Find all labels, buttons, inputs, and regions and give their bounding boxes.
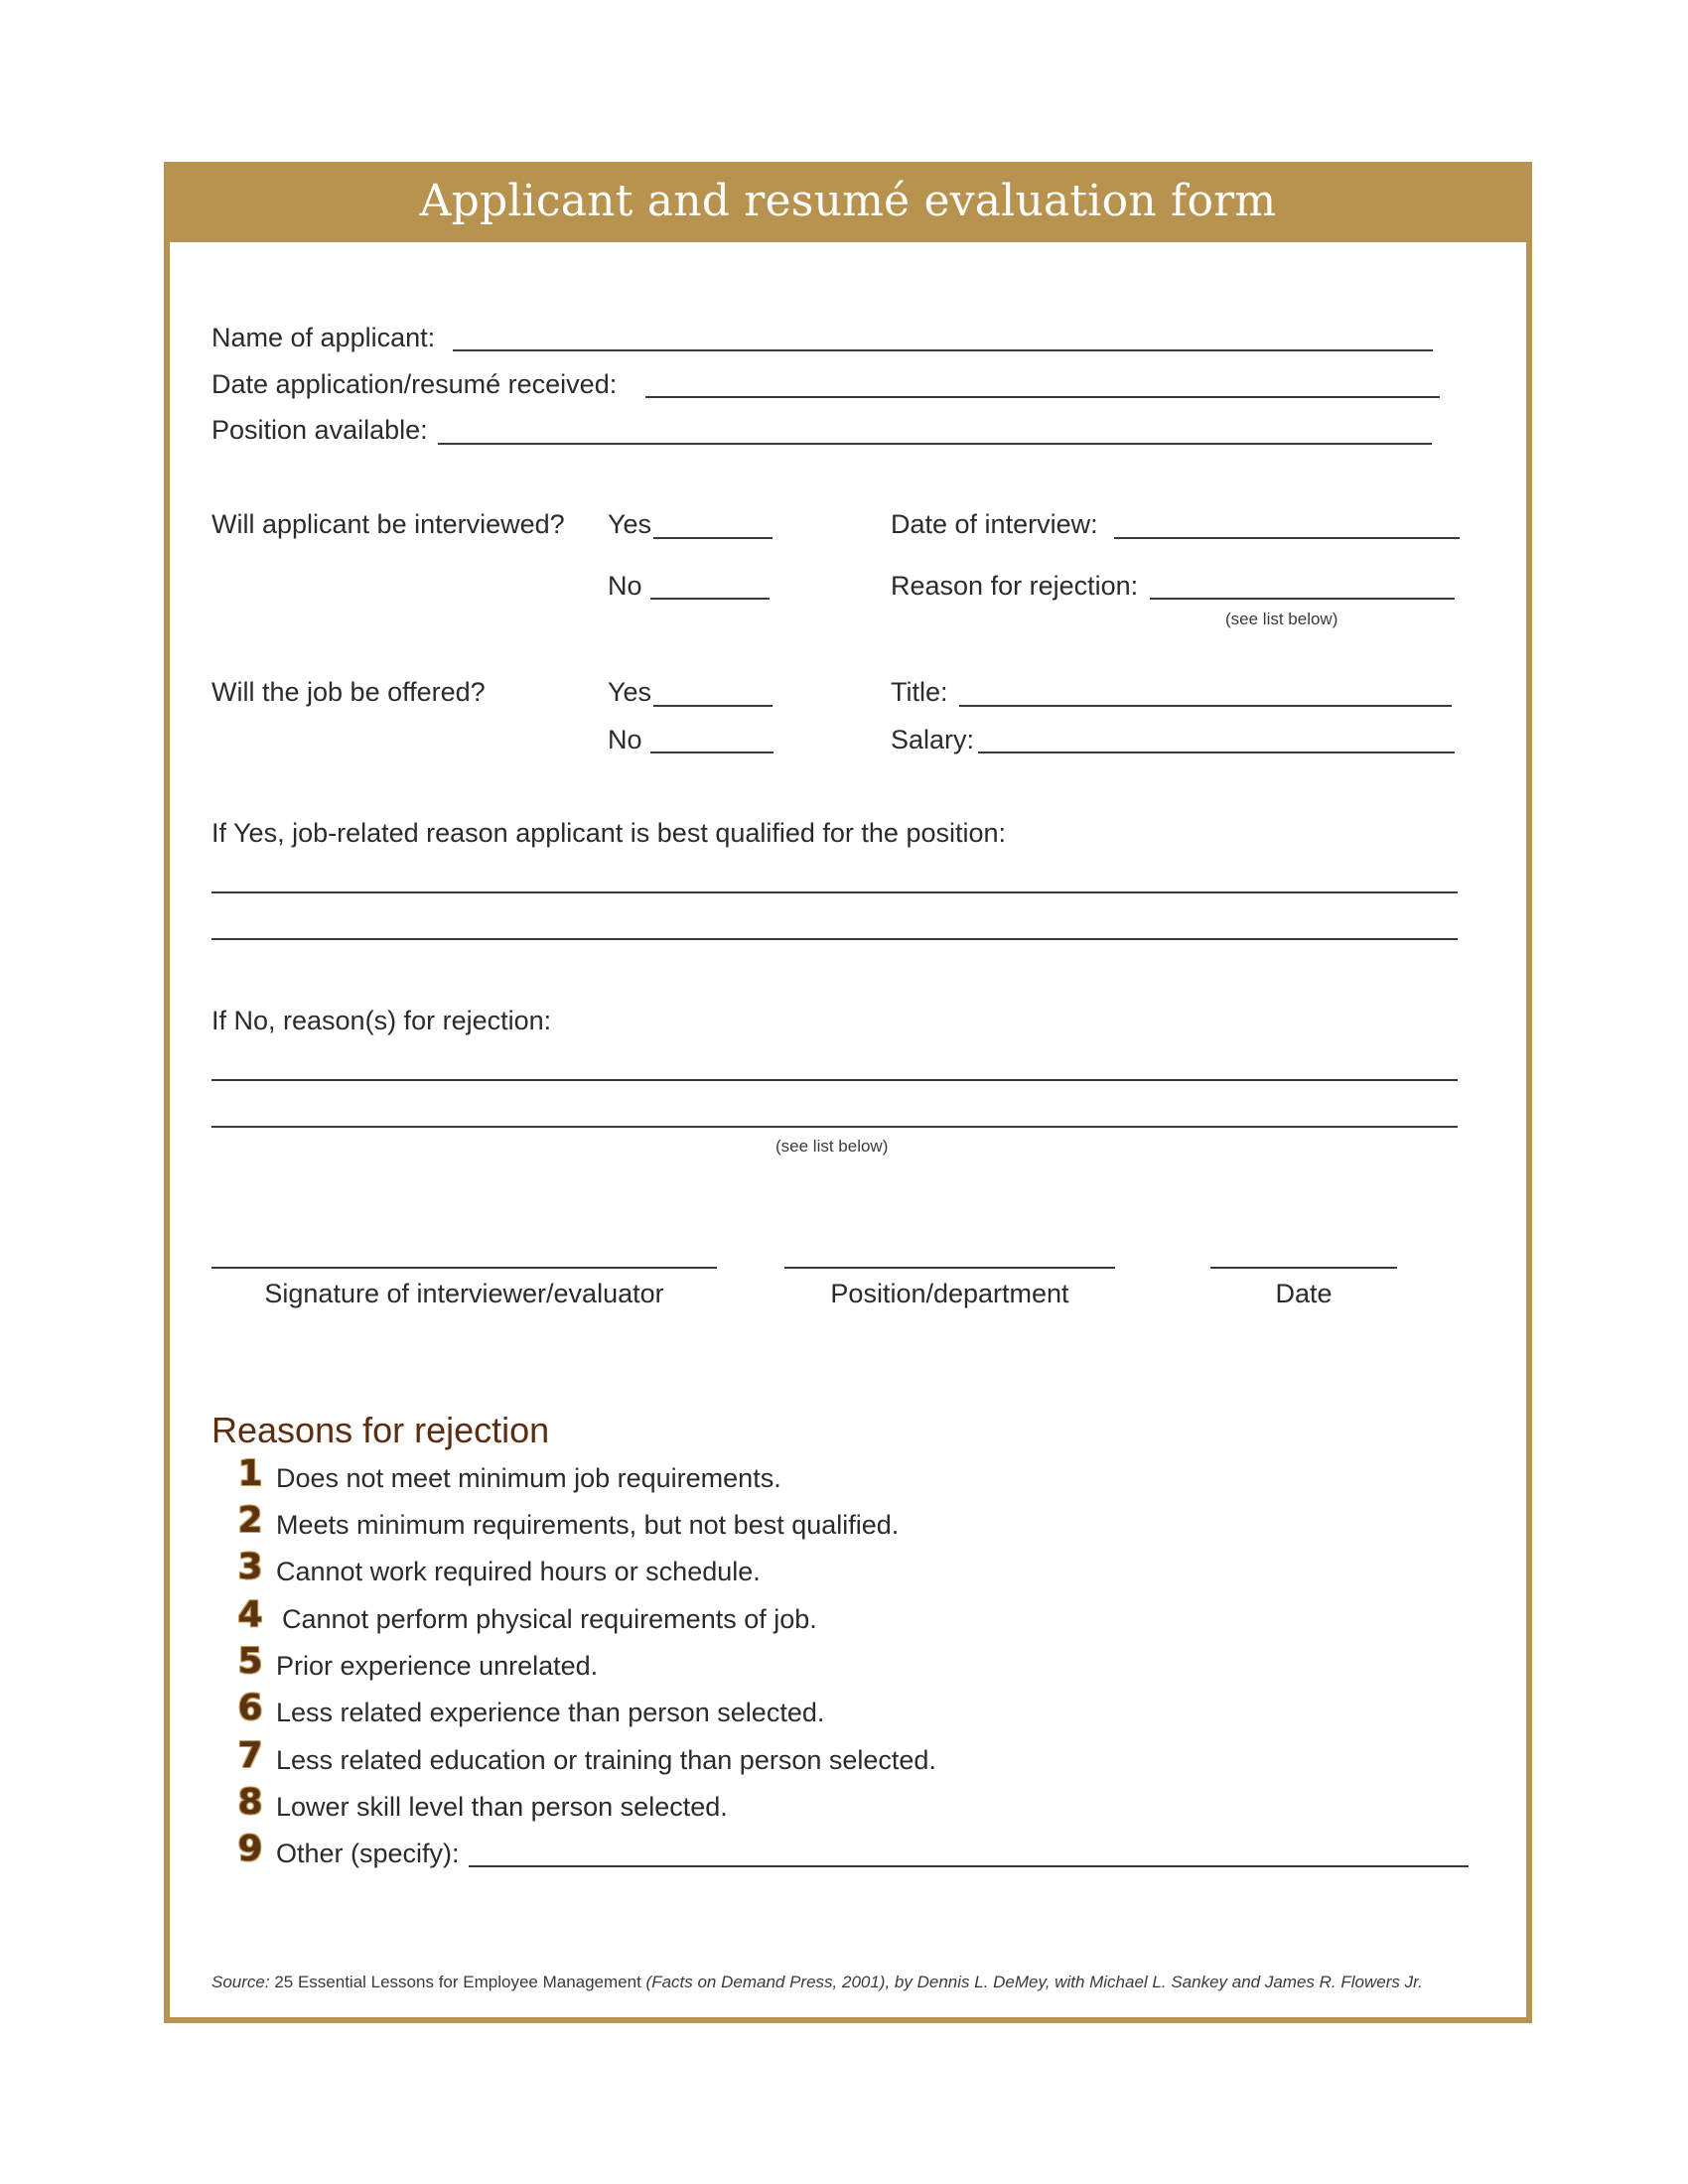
- signature-date-label: Date: [1275, 1279, 1333, 1308]
- interview-question: Will applicant be interviewed?: [211, 509, 565, 539]
- reason-number-4: 4: [237, 1594, 263, 1635]
- reason-number-3: 3: [237, 1547, 263, 1587]
- date-of-interview-label: Date of interview:: [891, 509, 1098, 539]
- signature-date-field[interactable]: [1210, 1267, 1397, 1269]
- position-department-label: Position/department: [830, 1279, 1069, 1308]
- reason-number-1: 1: [237, 1453, 263, 1494]
- offer-no-field[interactable]: [650, 751, 774, 753]
- reason-item-3: Cannot work required hours or schedule.: [276, 1557, 761, 1586]
- reason-item-7: Less related education or training than person selected.: [276, 1745, 936, 1775]
- signature-label: Signature of interviewer/evaluator: [264, 1279, 664, 1308]
- offer-question: Will the job be offered?: [211, 677, 486, 707]
- reason-number-9: 9: [237, 1829, 263, 1869]
- reason-item-2: Meets minimum requirements, but not best qualified.: [276, 1510, 900, 1540]
- offer-no-label: No: [608, 725, 642, 754]
- position-department-field[interactable]: [784, 1267, 1115, 1269]
- reasons-heading: Reasons for rejection: [211, 1410, 550, 1450]
- reason-for-rejection-field[interactable]: [1150, 598, 1455, 600]
- rejection-reasons-label: If No, reason(s) for rejection:: [211, 1006, 552, 1035]
- title-label: Title:: [891, 677, 948, 707]
- source-prefix: Source:: [211, 1973, 270, 1991]
- source-book: 25 Essential Lessons for Employee Management: [269, 1973, 646, 1991]
- rejection-line-1[interactable]: [211, 1079, 1458, 1081]
- salary-field[interactable]: [978, 751, 1455, 753]
- reason-item-6: Less related experience than person selected.: [276, 1698, 825, 1727]
- qualification-line-1[interactable]: [211, 891, 1458, 893]
- date-received-field[interactable]: [645, 396, 1440, 398]
- position-available-label: Position available:: [211, 415, 428, 445]
- reason-item-1: Does not meet minimum job requirements.: [276, 1463, 781, 1493]
- reason-number-6: 6: [237, 1688, 263, 1728]
- reason-item-4: Cannot perform physical requirements of job.: [282, 1604, 817, 1634]
- form-header: [164, 162, 1532, 242]
- name-of-applicant-label: Name of applicant:: [211, 323, 436, 352]
- date-of-interview-field[interactable]: [1114, 537, 1460, 539]
- salary-label: Salary:: [891, 725, 975, 754]
- reason-number-5: 5: [237, 1641, 263, 1682]
- interview-yes-field[interactable]: [653, 537, 773, 539]
- interview-no-label: No: [608, 571, 642, 601]
- interview-no-field[interactable]: [650, 598, 770, 600]
- rejection-line-2[interactable]: [211, 1126, 1458, 1128]
- offer-yes-label: Yes: [608, 677, 652, 707]
- reason-number-2: 2: [237, 1500, 263, 1541]
- date-received-label: Date application/resumé received:: [211, 369, 618, 399]
- reason-item-9: Other (specify):: [276, 1839, 460, 1868]
- form-title: Applicant and resumé evaluation form: [419, 176, 1277, 226]
- title-field[interactable]: [959, 705, 1452, 707]
- reason-number-8: 8: [237, 1782, 263, 1823]
- other-specify-field[interactable]: [469, 1865, 1469, 1867]
- interview-yes-label: Yes: [608, 509, 652, 539]
- name-of-applicant-field[interactable]: [453, 349, 1433, 351]
- reason-item-5: Prior experience unrelated.: [276, 1651, 599, 1681]
- reason-number-7: 7: [237, 1735, 263, 1776]
- reason-item-8: Lower skill level than person selected.: [276, 1792, 728, 1822]
- see-list-below-hint: (see list below): [1225, 610, 1338, 628]
- signature-field[interactable]: [211, 1267, 717, 1269]
- qualification-line-2[interactable]: [211, 938, 1458, 940]
- position-available-field[interactable]: [438, 443, 1432, 445]
- source-citation: [211, 1973, 1423, 1992]
- rejection-see-list-hint: (see list below): [775, 1137, 889, 1156]
- reason-for-rejection-label: Reason for rejection:: [891, 571, 1139, 601]
- qualification-label: If Yes, job-related reason applicant is best qualified for the position:: [211, 818, 1007, 848]
- source-details: (Facts on Demand Press, 2001), by Dennis L. DeMey, with Michael L. Sankey and James R. Flowers Jr.: [645, 1973, 1423, 1991]
- offer-yes-field[interactable]: [653, 705, 773, 707]
